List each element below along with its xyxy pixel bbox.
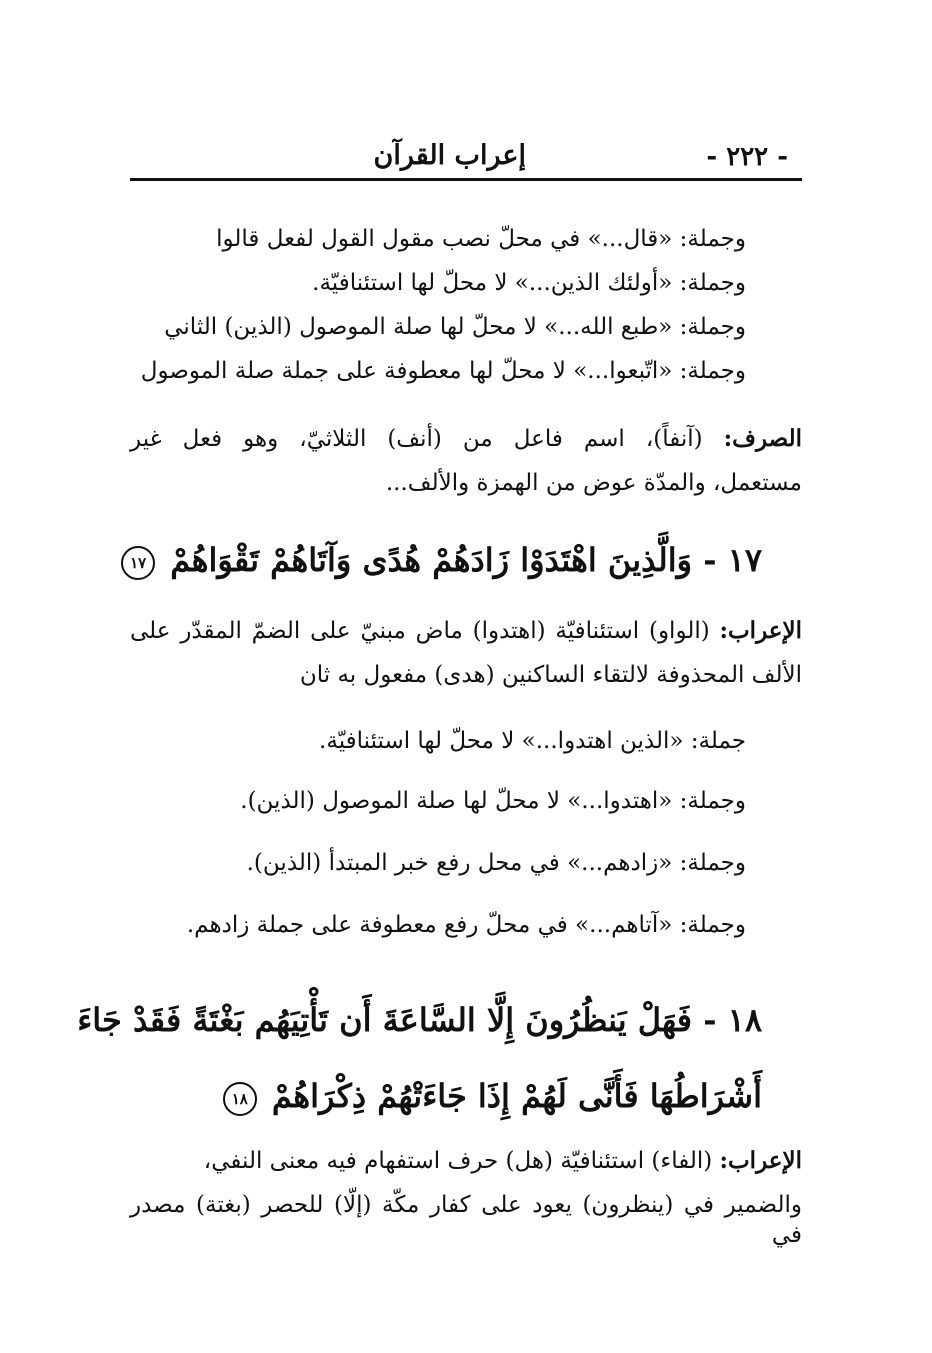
irab-18-line-2: والضمير في (ينظرون) يعود على كفار مكّة (إلّا) للحصر (بغتة) مصدر في bbox=[130, 1192, 802, 1248]
verse-17-text: وَالَّذِينَ اهْتَدَوْا زَادَهُمْ هُدًى وَآتَاهُمْ تَقْوَاهُمْ bbox=[170, 541, 693, 579]
sarf-paragraph-line-2: مستعمل، والمدّة عوض من الهمزة والألف... bbox=[385, 470, 802, 496]
irab-18-label: الإعراب: bbox=[719, 1147, 802, 1174]
sentence-line-2: وجملة: «أولئك الذين...» لا محلّ لها استئنافيّة. bbox=[312, 270, 746, 296]
sarf-paragraph-line-1 bbox=[130, 424, 802, 454]
verse-17-number: ١٧ - bbox=[703, 541, 762, 579]
header-divider bbox=[130, 178, 802, 181]
sentence-line-8: وجملة: «آتاهم...» في محلّ رفع معطوفة على جملة زادهم. bbox=[186, 912, 746, 938]
irab-18-text-1: (الفاء) استئنافيّة (هل) حرف استفهام فيه معنى النفي، bbox=[203, 1148, 713, 1174]
sarf-label: الصرف: bbox=[723, 425, 802, 452]
page-header bbox=[130, 132, 802, 182]
sentence-line-6: وجملة: «اهتدوا...» لا محلّ لها صلة الموصول (الذين). bbox=[240, 788, 746, 814]
ayah-end-marker: ١٨ bbox=[223, 1082, 257, 1116]
verse-18-number: ١٨ - bbox=[703, 1001, 762, 1039]
irab-17-line-1 bbox=[130, 616, 802, 646]
irab-17-text-1: (الواو) استئنافيّة (اهتدوا) ماض مبنيّ على الضمّ المقدّر على bbox=[130, 618, 710, 644]
book-title: إعراب القرآن bbox=[373, 140, 526, 171]
sentence-line-4: وجملة: «اتّبعوا...» لا محلّ لها معطوفة على جملة صلة الموصول bbox=[140, 358, 746, 384]
verse-18-line-2 bbox=[219, 1074, 762, 1118]
verse-17 bbox=[117, 538, 762, 582]
verse-18-text-1: فَهَلْ يَنظُرُونَ إِلَّا السَّاعَةَ أَن تَأْتِيَهُم بَغْتَةً فَقَدْ جَاءَ bbox=[77, 1001, 693, 1039]
sentence-line-7: وجملة: «زادهم...» في محل رفع خبر المبتدأ (الذين). bbox=[246, 850, 746, 876]
verse-18-text-2: أَشْرَاطُهَا فَأَنَّى لَهُمْ إِذَا جَاءَتْهُمْ ذِكْرَاهُمْ bbox=[271, 1077, 762, 1115]
irab-18-line-1 bbox=[204, 1146, 802, 1176]
sentence-line-1: وجملة: «قال...» في محلّ نصب مقول القول لفعل قالوا bbox=[216, 226, 746, 252]
page-number: - ٢٢٢ - bbox=[706, 142, 788, 172]
sarf-text-1: (آنفاً)، اسم فاعل من (أنف) الثلاثيّ، وهو فعل غير bbox=[130, 426, 703, 452]
verse-18-line-1 bbox=[77, 998, 762, 1042]
sentence-line-5: جملة: «الذين اهتدوا...» لا محلّ لها استئنافيّة. bbox=[319, 728, 746, 754]
irab-17-label: الإعراب: bbox=[719, 617, 802, 644]
ayah-end-marker: ١٧ bbox=[121, 546, 155, 580]
irab-17-line-2: الألف المحذوفة لالتقاء الساكنين (هدى) مفعول به ثان bbox=[299, 662, 802, 688]
sentence-line-3: وجملة: «طبع الله...» لا محلّ لها صلة الموصول (الذين) الثاني bbox=[164, 314, 746, 340]
